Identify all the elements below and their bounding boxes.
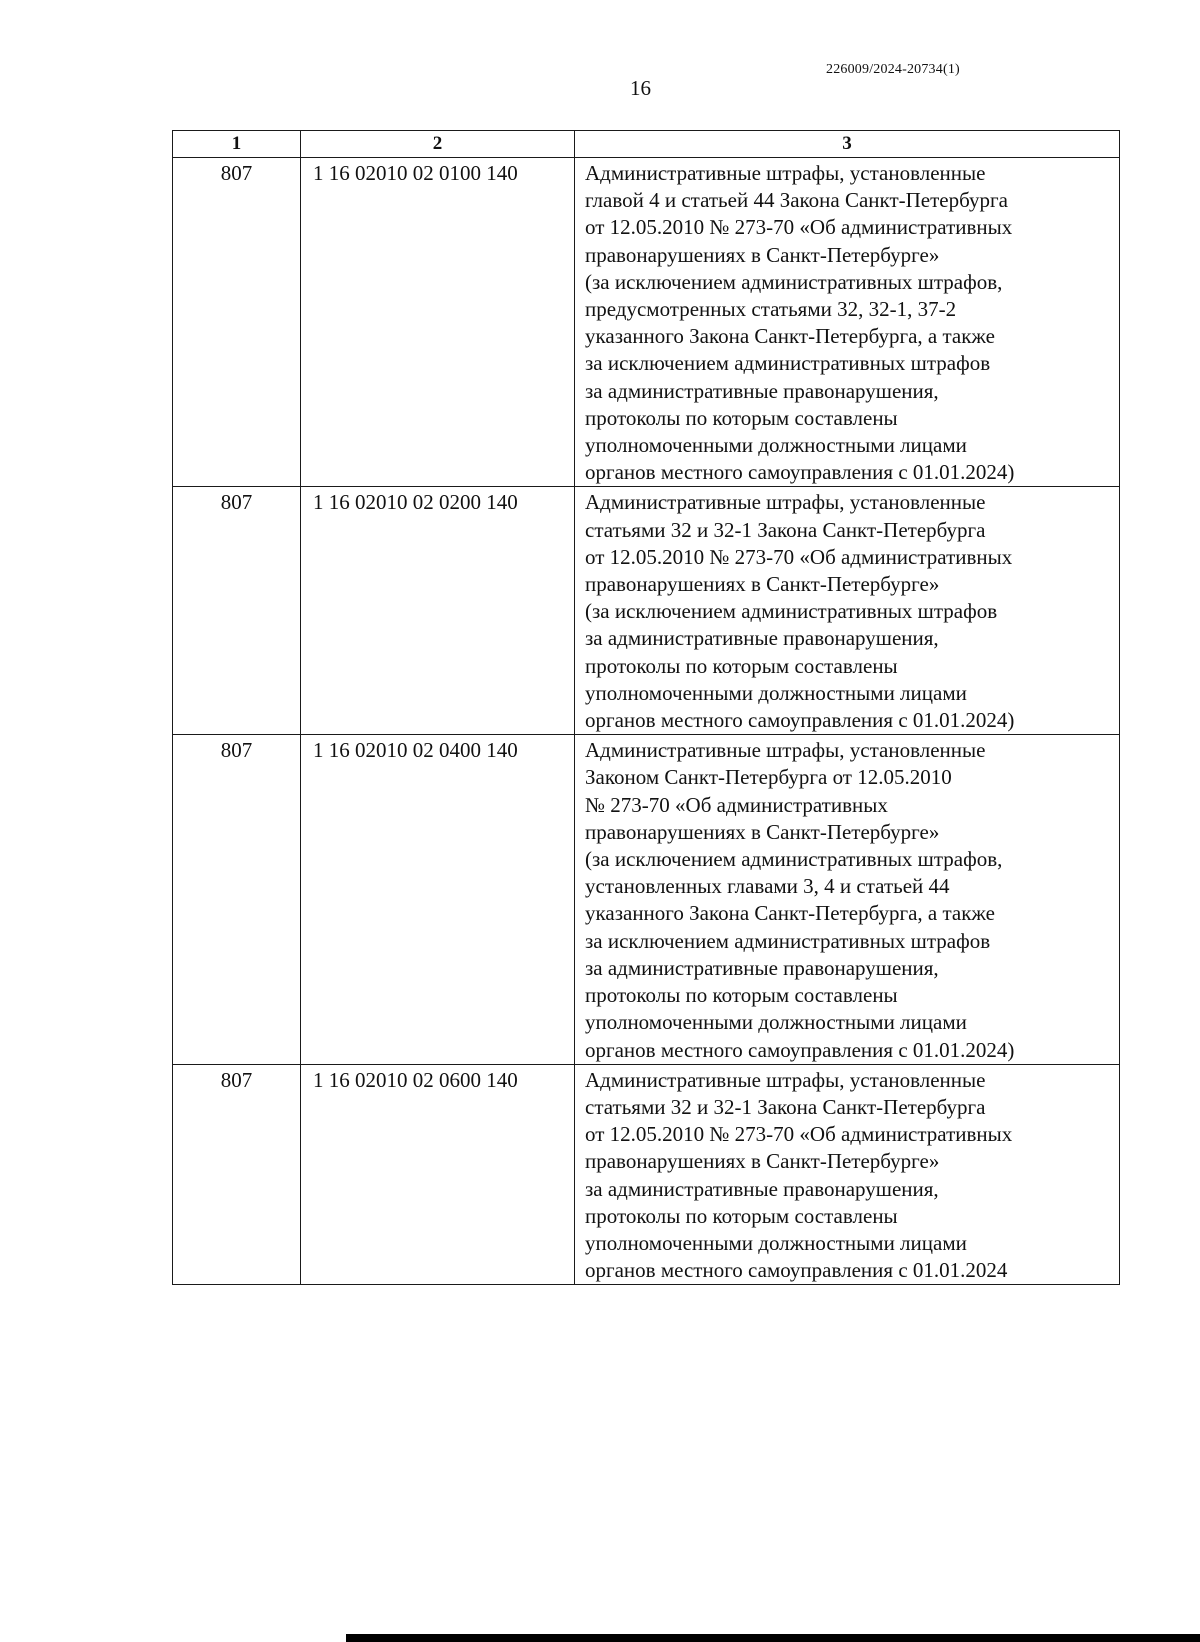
description-line: органов местного самоуправления с 01.01.2024) (585, 708, 1015, 733)
table-row (173, 1064, 1120, 1285)
description-cell (575, 735, 1120, 1064)
table-row (173, 735, 1120, 1064)
description-line: (за исключением административных штрафов, (585, 847, 1003, 872)
description-line: Административные штрафы, установленные (585, 490, 986, 515)
description-line: правонарушениях в Санкт-Петербурге» (585, 242, 940, 267)
administrator-code-cell: 807 (173, 735, 301, 1064)
description-line: органов местного самоуправления с 01.01.2024 (585, 1258, 1008, 1283)
description-line: от 12.05.2010 № 273-70 «Об административных (585, 215, 1013, 240)
description-line: уполномоченными должностными лицами (585, 680, 967, 705)
description-line: уполномоченными должностными лицами (585, 1010, 967, 1035)
table-row (173, 487, 1120, 735)
description-line: органов местного самоуправления с 01.01.2024) (585, 1037, 1015, 1062)
column-header-2: 2 (301, 131, 575, 158)
description-line: (за исключением административных штрафов, (585, 269, 1003, 294)
description-line: уполномоченными должностными лицами (585, 1230, 967, 1255)
description-line: Административные штрафы, установленные (585, 161, 986, 185)
administrator-code-cell: 807 (173, 1064, 301, 1285)
description-line: статьями 32 и 32-1 Закона Санкт-Петербурга (585, 1094, 986, 1119)
description-line: за административные правонарушения, (585, 955, 939, 980)
description-line: за административные правонарушения, (585, 1176, 939, 1201)
description-line: органов местного самоуправления с 01.01.2024) (585, 460, 1015, 485)
budget-classification-code-cell: 1 16 02010 02 0200 140 (301, 487, 575, 735)
description-line: от 12.05.2010 № 273-70 «Об административных (585, 1122, 1013, 1147)
description-line: указанного Закона Санкт-Петербурга, а также (585, 324, 995, 349)
description-line: за административные правонарушения, (585, 626, 939, 651)
table-row (173, 158, 1120, 487)
description-line: за исключением административных штрафов (585, 351, 991, 376)
budget-classification-code-cell: 1 16 02010 02 0100 140 (301, 158, 575, 487)
scan-edge-bar (346, 1634, 1200, 1642)
description-line: правонарушениях в Санкт-Петербурге» (585, 1149, 940, 1174)
description-line: предусмотренных статьями 32, 32-1, 37-2 (585, 297, 957, 322)
page-number: 16 (630, 76, 651, 100)
description-line: правонарушениях в Санкт-Петербурге» (585, 819, 940, 844)
description-line: указанного Закона Санкт-Петербурга, а также (585, 901, 995, 926)
table-header-row (173, 131, 1120, 158)
description-line: Административные штрафы, установленные (585, 738, 986, 763)
budget-classification-code-cell: 1 16 02010 02 0600 140 (301, 1064, 575, 1285)
column-header-1: 1 (173, 131, 301, 158)
description-line: протоколы по которым составлены (585, 983, 898, 1008)
description-line: (за исключением административных штрафов (585, 599, 998, 624)
description-line: от 12.05.2010 № 273-70 «Об административных (585, 544, 1013, 569)
description-line: протоколы по которым составлены (585, 653, 898, 678)
administrator-code-cell: 807 (173, 158, 301, 487)
administrator-code-cell: 807 (173, 487, 301, 735)
document-registration-number: 226009/2024-20734(1) (826, 62, 960, 77)
description-line: статьями 32 и 32-1 Закона Санкт-Петербурга (585, 517, 986, 542)
description-line: главой 4 и статьей 44 Закона Санкт-Петербурга (585, 188, 1008, 213)
description-cell (575, 1064, 1120, 1285)
description-line: установленных главами 3, 4 и статьей 44 (585, 874, 950, 899)
description-line: правонарушениях в Санкт-Петербурге» (585, 572, 940, 597)
description-cell (575, 158, 1120, 487)
description-line: № 273-70 «Об административных (585, 792, 888, 817)
description-line: Административные штрафы, установленные (585, 1067, 986, 1092)
fee-classification-table (172, 130, 1120, 1285)
description-line: протоколы по которым составлены (585, 1203, 898, 1228)
description-cell (575, 487, 1120, 735)
description-line: за административные правонарушения, (585, 378, 939, 403)
description-line: за исключением административных штрафов (585, 928, 991, 953)
budget-classification-code-cell: 1 16 02010 02 0400 140 (301, 735, 575, 1064)
description-line: Законом Санкт-Петербурга от 12.05.2010 (585, 765, 952, 790)
description-line: уполномоченными должностными лицами (585, 433, 967, 458)
description-line: протоколы по которым составлены (585, 405, 898, 430)
column-header-3: 3 (575, 131, 1120, 158)
